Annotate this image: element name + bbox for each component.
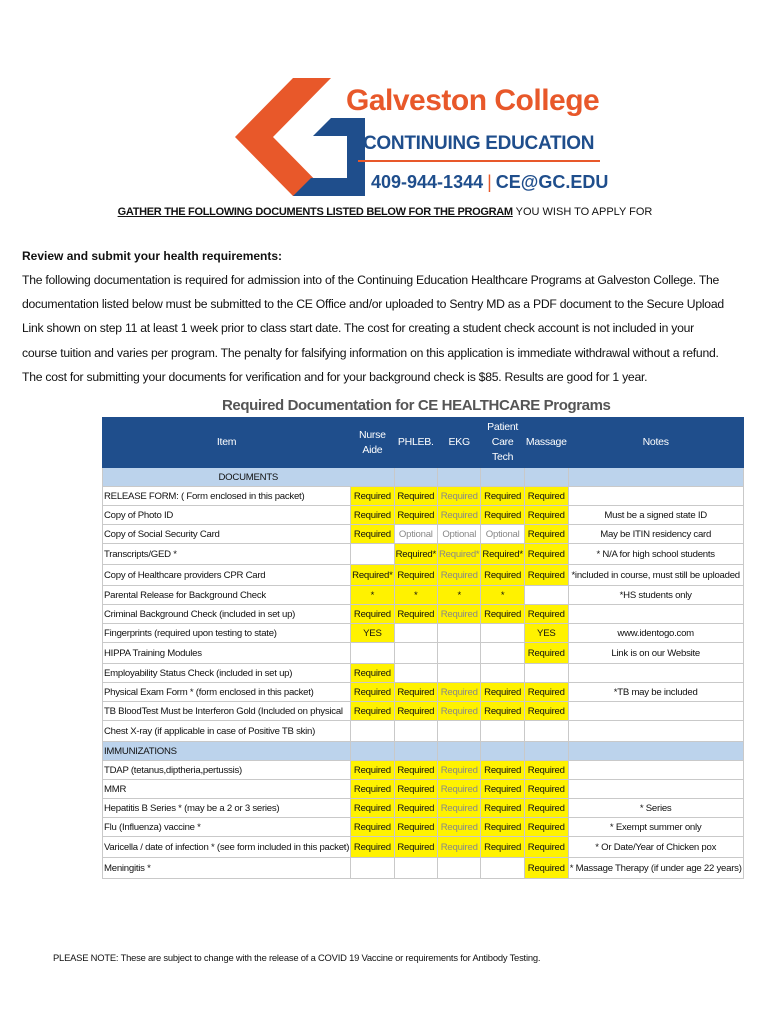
gather-instruction [0, 206, 770, 218]
table-row [103, 565, 744, 586]
row-note: Link is on our Website [568, 643, 743, 664]
row-cell: * [481, 586, 524, 605]
row-item: RELEASE FORM: ( Form enclosed in this packet) [103, 487, 351, 506]
row-cell: Required [394, 837, 437, 858]
table-row [103, 506, 744, 525]
row-cell [481, 858, 524, 879]
review-body: The following documentation is required for admission into of the Continuing Education Healthcare Programs at Galveston College. The documentation listed below must be submitted to the CE Office and/or uploaded to Sentry MD as a PDF document to the Secure Upload Link shown on step 11 at least 1 week prior to class start date. The cost for creating a student check account is not included in your course tuition and varies per program. The penalty for falsifying information on this application is immediate withdrawal without a refund. The cost for submitting your documents for verification and for your background check is $85. Results are good for 1 year. [22, 273, 724, 384]
row-cell: Required [481, 605, 524, 624]
row-item: Meningitis * [103, 858, 351, 879]
row-cell: Required [394, 506, 437, 525]
row-cell: Required [394, 702, 437, 721]
row-cell: Required [351, 664, 394, 683]
row-note [568, 761, 743, 780]
row-cell [524, 664, 568, 683]
logo-contact [371, 172, 608, 193]
header-ekg: EKG [438, 418, 481, 468]
row-note: * Massage Therapy (if under age 22 years) [568, 858, 743, 879]
row-cell: YES [351, 624, 394, 643]
row-note [568, 664, 743, 683]
row-note: May be ITIN residency card [568, 525, 743, 544]
row-cell: Required [481, 683, 524, 702]
row-cell: Required [438, 605, 481, 624]
row-cell [438, 721, 481, 742]
header-item: Item [103, 418, 351, 468]
row-cell: Required [394, 605, 437, 624]
logo-divider [358, 160, 600, 162]
logo-subtitle: CONTINUING EDUCATION [363, 133, 595, 154]
row-cell: Required [438, 702, 481, 721]
row-cell: Required [351, 702, 394, 721]
table-row [103, 683, 744, 702]
row-item: Employability Status Check (included in set up) [103, 664, 351, 683]
table-row [103, 818, 744, 837]
row-cell: Required [524, 837, 568, 858]
table-row [103, 624, 744, 643]
header-notes: Notes [568, 418, 743, 468]
row-cell: * [438, 586, 481, 605]
row-cell: Required [351, 837, 394, 858]
row-note: *TB may be included [568, 683, 743, 702]
row-note: * Or Date/Year of Chicken pox [568, 837, 743, 858]
row-cell: Required* [351, 565, 394, 586]
logo-title: Galveston College [346, 84, 600, 117]
row-cell: Required [351, 799, 394, 818]
row-cell: Required [481, 487, 524, 506]
logo-email: CE@GC.EDU [495, 172, 609, 192]
table-row [103, 799, 744, 818]
row-item: Copy of Healthcare providers CPR Card [103, 565, 351, 586]
gather-bold-text: GATHER THE FOLLOWING DOCUMENTS LISTED BELOW FOR THE PROGRAM [117, 206, 513, 218]
row-note [568, 721, 743, 742]
row-cell: Required [394, 780, 437, 799]
row-cell: Required [351, 818, 394, 837]
row-cell: Required [524, 818, 568, 837]
row-cell [438, 624, 481, 643]
table-row [103, 761, 744, 780]
row-note [568, 605, 743, 624]
row-note: * N/A for high school students [568, 544, 743, 565]
row-note: Must be a signed state ID [568, 506, 743, 525]
row-item: Criminal Background Check (included in set up) [103, 605, 351, 624]
row-cell: Required [351, 525, 394, 544]
table-row [103, 605, 744, 624]
row-note: www.identogo.com [568, 624, 743, 643]
row-cell: Required* [394, 544, 437, 565]
table-row [103, 664, 744, 683]
row-item: Transcripts/GED * [103, 544, 351, 565]
row-cell: Required [524, 643, 568, 664]
row-cell: Required [524, 487, 568, 506]
table-row [103, 721, 744, 742]
row-item: Fingerprints (required upon testing to state) [103, 624, 351, 643]
row-cell: Required [481, 818, 524, 837]
row-note [568, 487, 743, 506]
row-cell: * [351, 586, 394, 605]
requirements-table [102, 417, 744, 879]
row-item: Flu (Influenza) vaccine * [103, 818, 351, 837]
row-cell: Required [481, 506, 524, 525]
row-cell: Optional [394, 525, 437, 544]
row-cell: Required [351, 780, 394, 799]
row-cell: Required [524, 702, 568, 721]
row-cell: Required [438, 487, 481, 506]
header-patient-care-tech: Patient Care Tech [481, 418, 524, 468]
row-cell: Required [351, 683, 394, 702]
row-cell: Required [481, 780, 524, 799]
row-cell: Required [524, 506, 568, 525]
row-cell: Required [438, 683, 481, 702]
row-item: Copy of Photo ID [103, 506, 351, 525]
row-cell [394, 664, 437, 683]
row-cell: Required [481, 702, 524, 721]
section-label-documents: DOCUMENTS [103, 468, 395, 487]
table-row [103, 487, 744, 506]
row-cell [351, 544, 394, 565]
row-cell: Required [351, 605, 394, 624]
row-cell: Required [438, 799, 481, 818]
row-cell: Required [524, 761, 568, 780]
header-phleb: PHLEB. [394, 418, 437, 468]
row-item: Physical Exam Form * (form enclosed in this packet) [103, 683, 351, 702]
row-cell: Required [394, 818, 437, 837]
row-cell: Required [394, 683, 437, 702]
table-row [103, 702, 744, 721]
college-logo [235, 70, 609, 200]
row-cell [351, 721, 394, 742]
row-cell: Required [524, 683, 568, 702]
table-row [103, 858, 744, 879]
row-cell: Required [438, 818, 481, 837]
row-cell: Required [351, 506, 394, 525]
table-row [103, 643, 744, 664]
row-cell [394, 721, 437, 742]
row-cell [394, 643, 437, 664]
header-massage: Massage [524, 418, 568, 468]
row-cell [481, 624, 524, 643]
logo-separator: | [487, 172, 492, 192]
row-cell: Required [481, 761, 524, 780]
row-note [568, 780, 743, 799]
row-note: *HS students only [568, 586, 743, 605]
table-row [103, 525, 744, 544]
table-row [103, 780, 744, 799]
table-row [103, 837, 744, 858]
row-cell: Required [481, 837, 524, 858]
review-title: Review and submit your health requirements: [22, 249, 283, 263]
row-cell: Required [481, 799, 524, 818]
row-cell [351, 858, 394, 879]
row-cell [524, 586, 568, 605]
row-cell [481, 643, 524, 664]
row-cell [394, 858, 437, 879]
row-cell [394, 624, 437, 643]
row-cell: Required [394, 565, 437, 586]
row-cell [481, 664, 524, 683]
row-cell: Optional [481, 525, 524, 544]
table-header-row [103, 418, 744, 468]
row-cell: Required [524, 565, 568, 586]
row-cell [438, 858, 481, 879]
row-cell: Required* [438, 544, 481, 565]
row-cell: Required [524, 799, 568, 818]
row-cell [438, 643, 481, 664]
row-cell: Required [394, 761, 437, 780]
row-cell: Required [481, 565, 524, 586]
row-item: TB BloodTest Must be Interferon Gold (Included on physical [103, 702, 351, 721]
row-cell: Required [394, 487, 437, 506]
row-cell: Required [524, 544, 568, 565]
header-nurse-aide: Nurse Aide [351, 418, 394, 468]
table-title: Required Documentation for CE HEALTHCARE Programs [222, 397, 611, 414]
row-cell: Optional [438, 525, 481, 544]
section-label-immunizations: IMMUNIZATIONS [103, 742, 351, 761]
gather-rest-text: YOU WISH TO APPLY FOR [512, 206, 653, 218]
row-item: TDAP (tetanus,diptheria,pertussis) [103, 761, 351, 780]
row-cell: Required [351, 761, 394, 780]
table-row [103, 586, 744, 605]
row-item: Parental Release for Background Check [103, 586, 351, 605]
row-item: Copy of Social Security Card [103, 525, 351, 544]
row-cell: Required [438, 837, 481, 858]
section-row-immunizations [103, 742, 744, 761]
row-cell: Required* [481, 544, 524, 565]
table-row [103, 544, 744, 565]
row-cell: Required [394, 799, 437, 818]
row-item: HIPPA Training Modules [103, 643, 351, 664]
row-note [568, 702, 743, 721]
row-note: * Exempt summer only [568, 818, 743, 837]
row-cell: Required [524, 858, 568, 879]
row-cell: Required [524, 605, 568, 624]
row-cell [524, 721, 568, 742]
please-note: PLEASE NOTE: These are subject to change with the release of a COVID 19 Vaccine or requirements for Antibody Testing. [53, 952, 541, 963]
logo-phone: 409-944-1344 [371, 172, 484, 192]
row-cell: Required [438, 506, 481, 525]
row-item: Hepatitis B Series * (may be a 2 or 3 series) [103, 799, 351, 818]
section-row-documents [103, 468, 744, 487]
row-cell [438, 664, 481, 683]
row-item: MMR [103, 780, 351, 799]
row-item: Varicella / date of infection * (see form included in this packet) [103, 837, 351, 858]
row-item: Chest X-ray (if applicable in case of Positive TB skin) [103, 721, 351, 742]
row-cell: Required [524, 525, 568, 544]
row-note: *included in course, must still be uploaded [568, 565, 743, 586]
row-note: * Series [568, 799, 743, 818]
row-cell: Required [438, 565, 481, 586]
row-cell [351, 643, 394, 664]
row-cell [481, 721, 524, 742]
row-cell: Required [438, 780, 481, 799]
row-cell: YES [524, 624, 568, 643]
row-cell: * [394, 586, 437, 605]
row-cell: Required [351, 487, 394, 506]
row-cell: Required [438, 761, 481, 780]
row-cell: Required [524, 780, 568, 799]
